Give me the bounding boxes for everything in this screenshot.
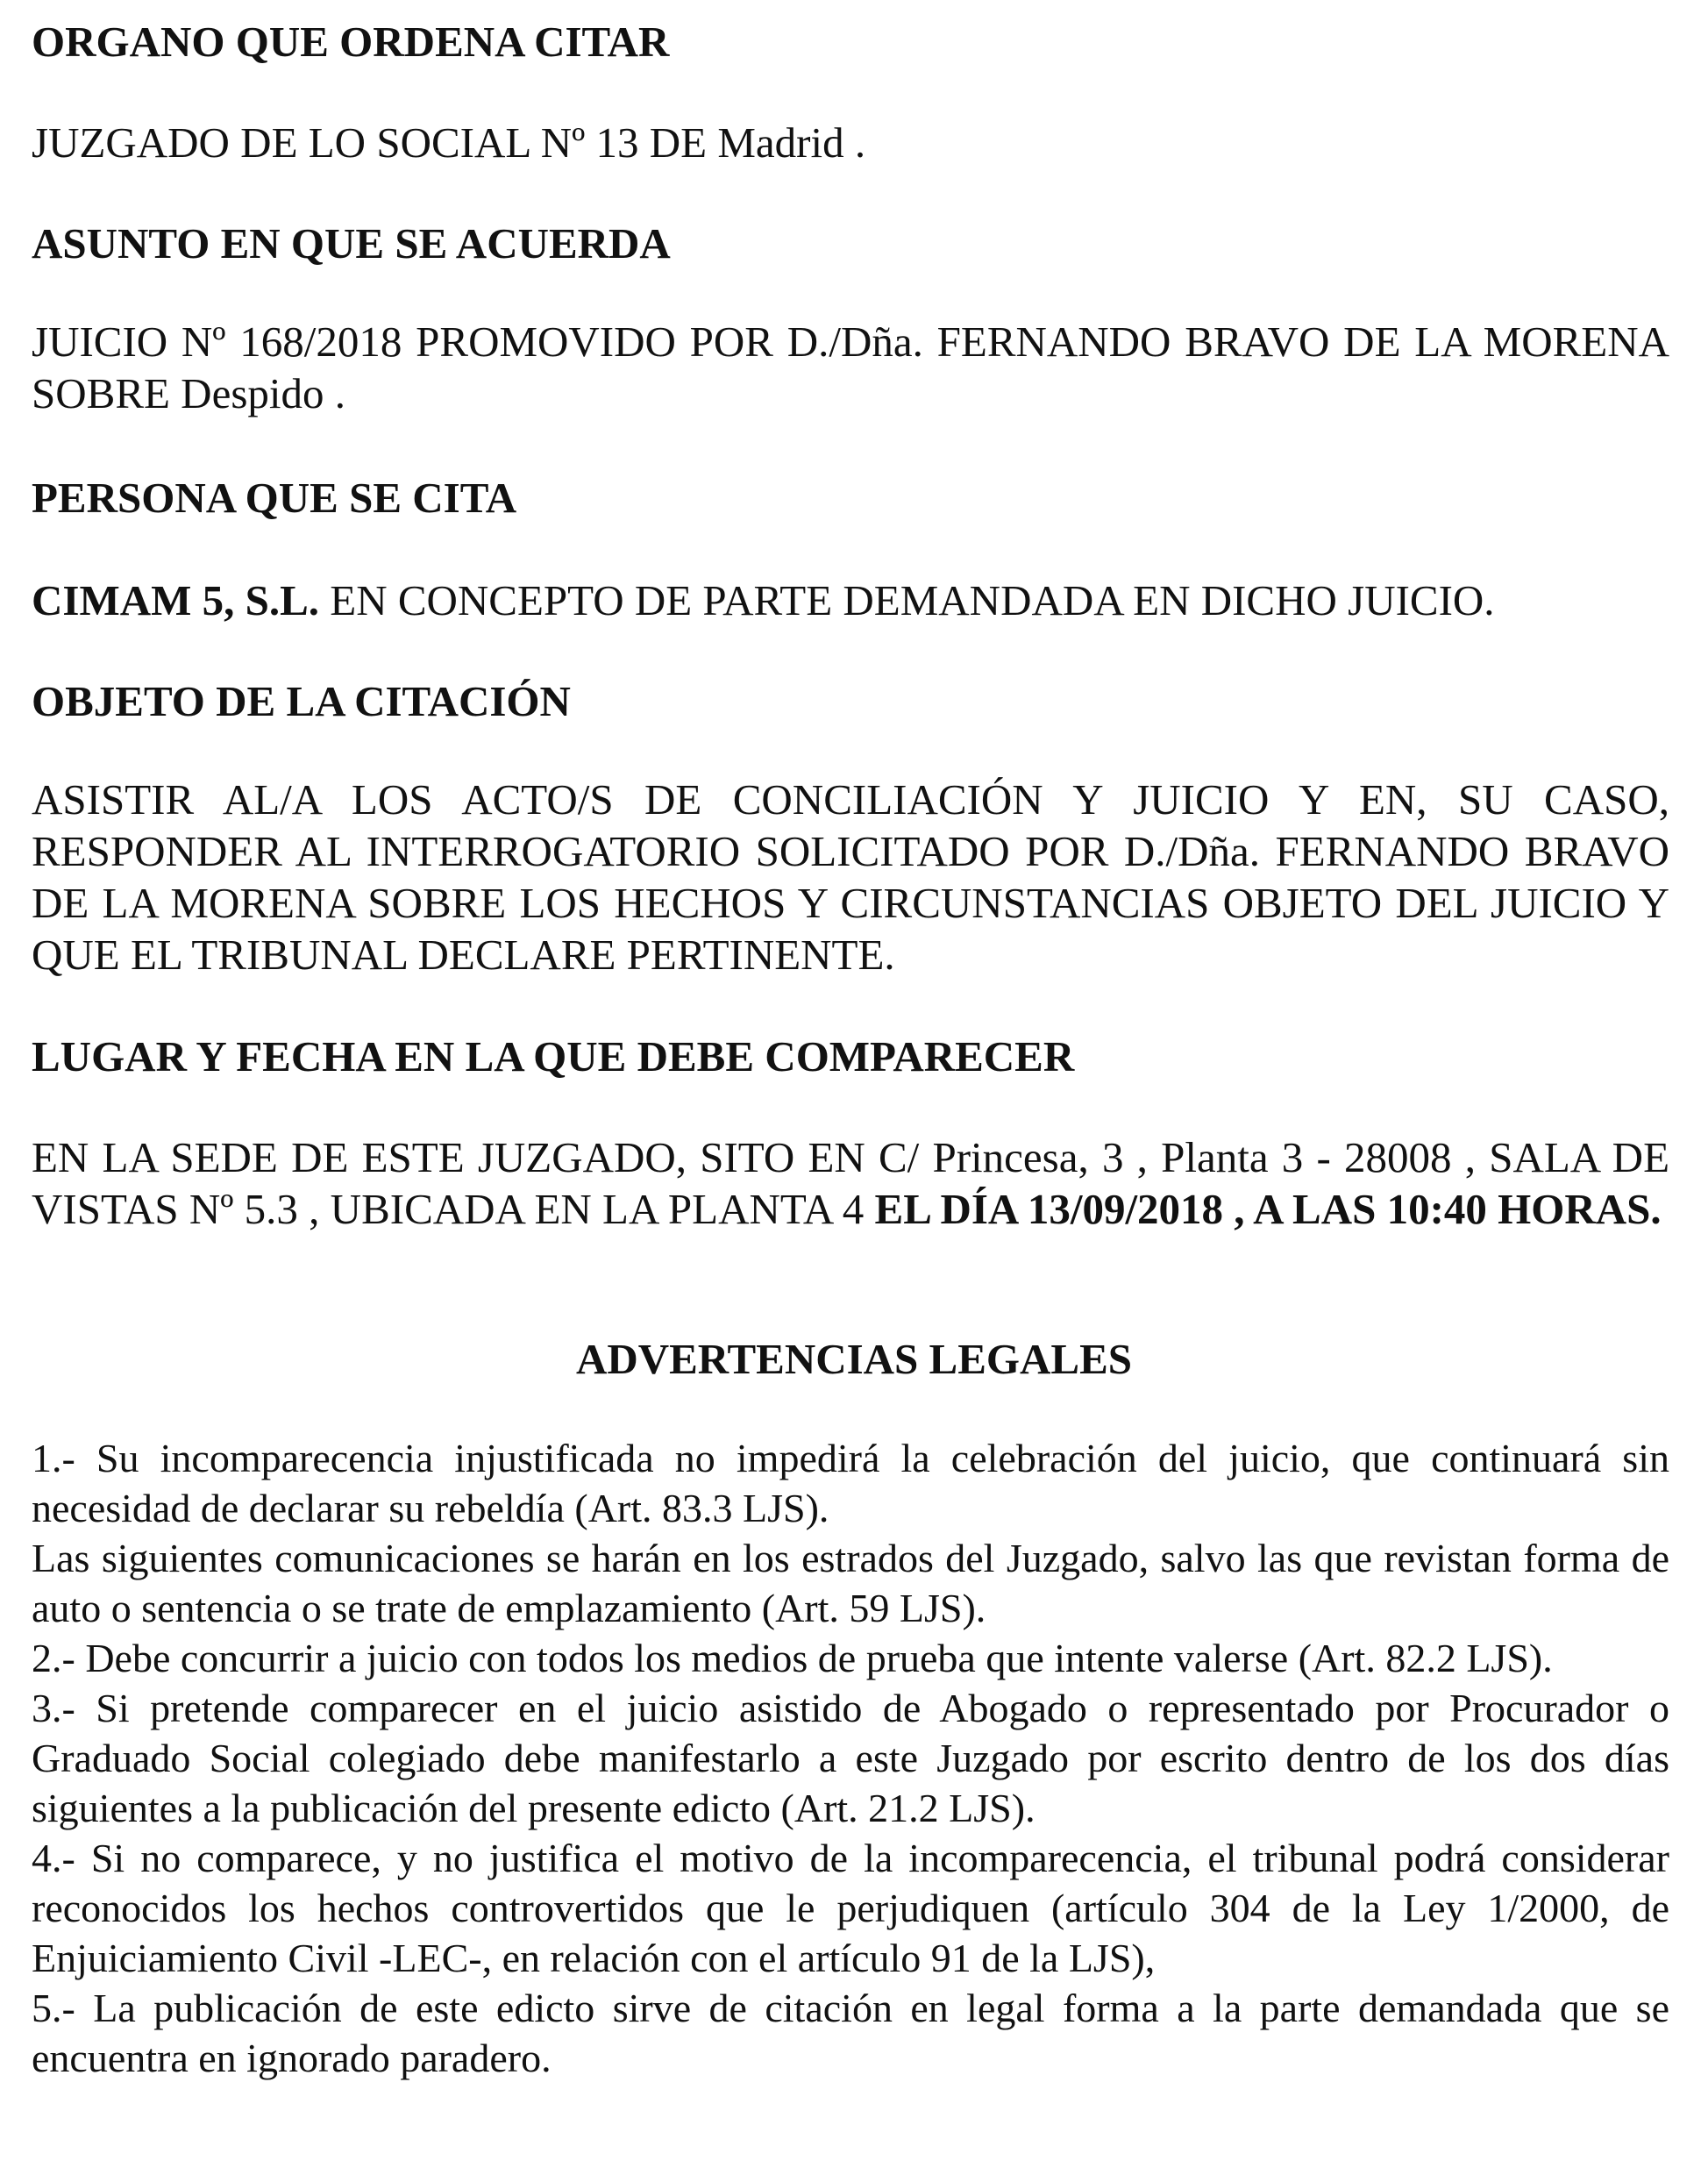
advertencia-item: Las siguientes comunicaciones se harán en los estrados del Juzgado, salvo las que revistan forma de auto o sentencia o se trate de emplazamiento (Art. 59 LJS). [32, 1536, 1669, 1630]
advertencia-item: 4.- Si no comparece, y no justifica el motivo de la incomparecencia, el tribunal podrá considerar reconocidos los hechos controvertidos que le perjudiquen (artículo 304 de la Ley 1/2000, de Enjuiciamiento Civil -LEC-, en relación con el artículo 91 de la LJS), [32, 1836, 1669, 1980]
persona-line [32, 574, 1669, 626]
asunto-heading: ASUNTO EN QUE SE ACUERDA [32, 219, 671, 267]
organo-heading: ORGANO QUE ORDENA CITAR [32, 18, 670, 66]
persona-name: CIMAM 5, S.L. [32, 576, 320, 624]
advertencia-item: 2.- Debe concurrir a juicio con todos los medios de prueba que intente valerse (Art. 82.2 LJS). [32, 1636, 1553, 1680]
advertencia-item: 3.- Si pretende comparecer en el juicio asistido de Abogado o representado por Procurador o Graduado Social colegiado debe manifestarlo a este Juzgado por escrito dentro de los dos días siguientes a la publicación del presente edicto (Art. 21.2 LJS). [32, 1686, 1669, 1830]
persona-heading: PERSONA QUE SE CITA [32, 474, 517, 522]
objeto-text: ASISTIR AL/A LOS ACTO/S DE CONCILIACIÓN Y JUICIO Y EN, SU CASO, RESPONDER AL INTERROGATORIO SOLICITADO POR D./Dña. FERNANDO BRAVO DE LA MORENA SOBRE LOS HECHOS Y CIRCUNSTANCIAS OBJETO DEL JUICIO Y QUE EL TRIBUNAL DECLARE PERTINENTE. [32, 775, 1669, 979]
advertencia-item: 5.- La publicación de este edicto sirve de citación en legal forma a la parte demandada que se encuentra en ignorado paradero. [32, 1986, 1669, 2080]
advertencia-item: 1.- Su incomparecencia injustificada no impedirá la celebración del juicio, que continuará sin necesidad de declarar su rebeldía (Art. 83.3 LJS). [32, 1436, 1669, 1530]
advertencias-heading: ADVERTENCIAS LEGALES [575, 1335, 1133, 1383]
organo-text: JUZGADO DE LO SOCIAL Nº 13 DE Madrid . [32, 118, 866, 167]
lugar-date: EL DÍA 13/09/2018 , A LAS 10:40 HORAS. [874, 1185, 1662, 1233]
lugar-heading: LUGAR Y FECHA EN LA QUE DEBE COMPARECER [32, 1032, 1075, 1080]
objeto-heading: OBJETO DE LA CITACIÓN [32, 677, 571, 725]
persona-text: EN CONCEPTO DE PARTE DEMANDADA EN DICHO JUICIO. [319, 576, 1495, 624]
lugar-text [32, 1131, 1669, 1235]
advertencias-list [32, 1433, 1669, 2083]
asunto-text: JUICIO Nº 168/2018 PROMOVIDO POR D./Dña. FERNANDO BRAVO DE LA MORENA SOBRE Despido . [32, 317, 1669, 417]
lugar-address: EN LA SEDE DE ESTE JUZGADO, SITO EN C/ Princesa, 3 , Planta 3 - 28008 , SALA DE VISTAS Nº 5.3 , UBICADA EN LA PLANTA 4 [32, 1133, 1669, 1233]
